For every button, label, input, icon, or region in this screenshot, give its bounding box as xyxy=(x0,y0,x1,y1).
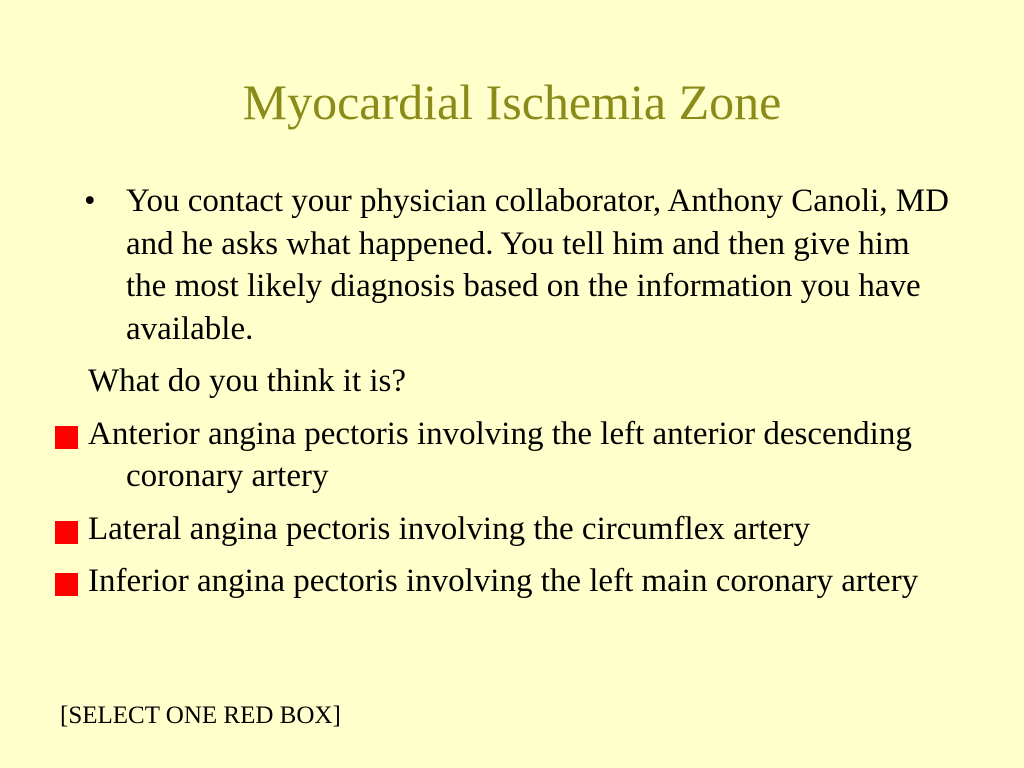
question-text: What do you think it is? xyxy=(88,363,407,399)
bullet-dot-icon: • xyxy=(84,183,96,219)
answer-option-inferior[interactable] xyxy=(88,560,976,603)
answer-option-text: Lateral angina pectoris involving the circumflex artery xyxy=(88,510,811,547)
red-box-select-lateral[interactable] xyxy=(55,521,78,544)
answer-option-text: Anterior angina pectoris involving the left anterior descending coronary artery xyxy=(88,415,912,494)
slide-title: Myocardial Ischemia Zone xyxy=(242,74,782,130)
bullet-item xyxy=(84,180,956,350)
bullet-text: You contact your physician collaborator, Anthony Canoli, MD and he asks what happened. You tell him and then give him the most likely diagnosis based on the information you have available. xyxy=(126,183,949,347)
slide-content xyxy=(0,180,1024,603)
red-box-select-inferior[interactable] xyxy=(55,573,78,596)
red-box-select-anterior[interactable] xyxy=(55,426,78,449)
instruction-text: [SELECT ONE RED BOX] xyxy=(60,702,341,729)
answer-option-anterior[interactable] xyxy=(88,413,976,498)
answer-option-text: Inferior angina pectoris involving the left main coronary artery xyxy=(88,563,919,599)
answer-option-lateral[interactable] xyxy=(88,508,976,551)
